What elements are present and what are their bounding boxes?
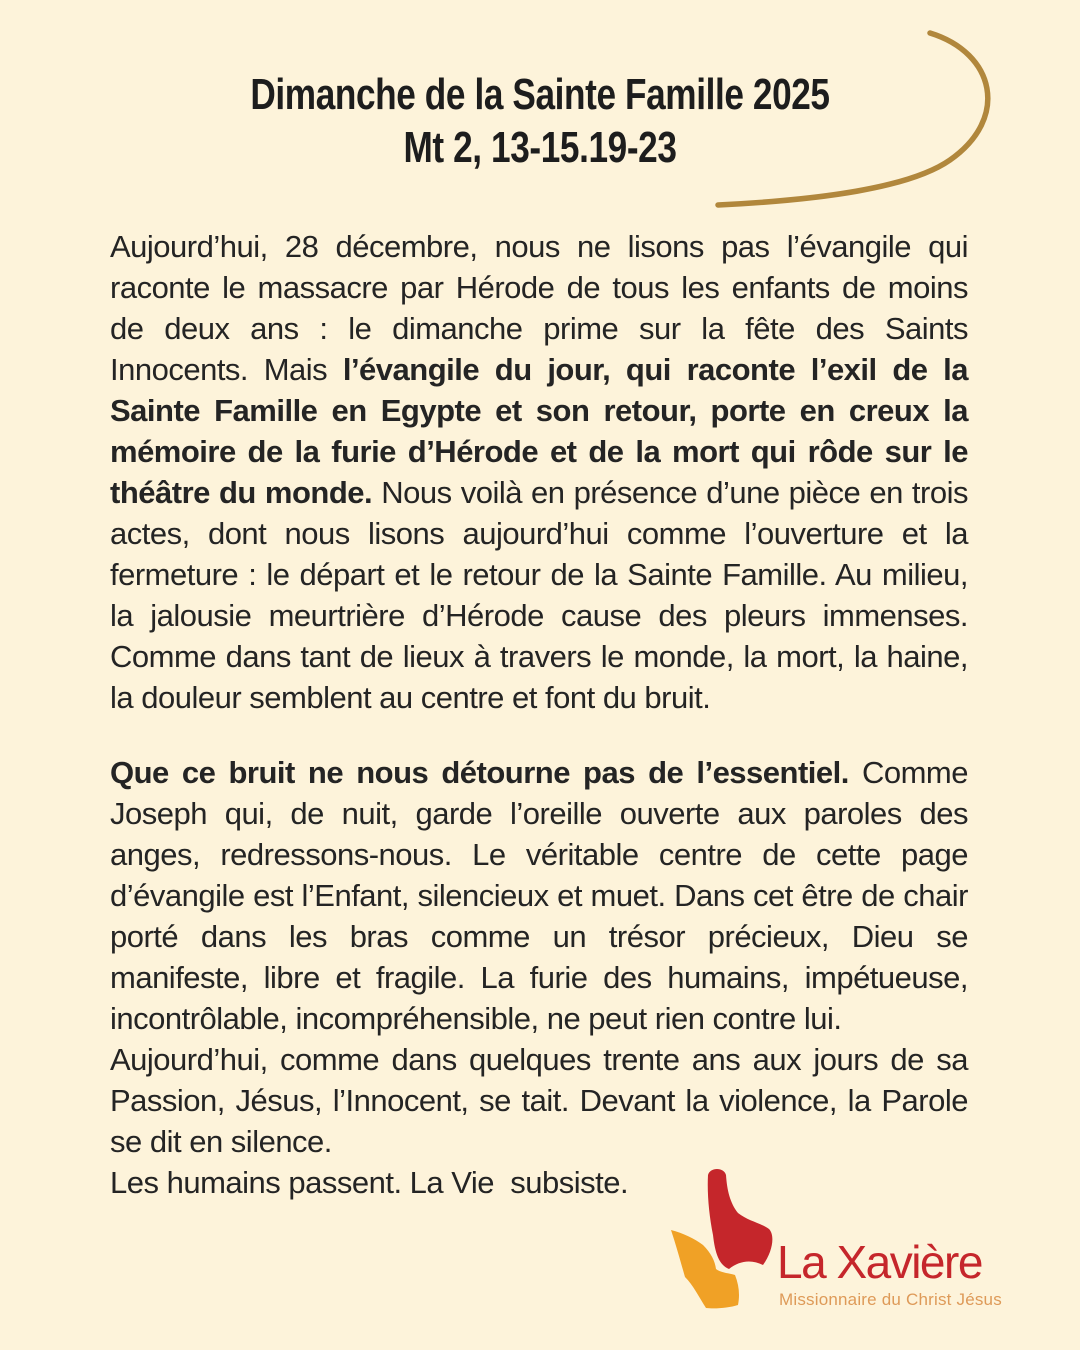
logo-wordmark: La Xavière <box>777 1236 982 1288</box>
body-paragraph: Que ce bruit ne nous détourne pas de l’essentiel. Comme Joseph qui, de nuit, garde l’oreille ouverte aux paroles des anges, redressons-nous. Le véritable centre de cette page d’évangile est l’Enfant, silencieux et muet. Dans cet être de chair porté dans les bras comme un trésor précieux, Dieu se manifeste, libre et fragile. La furie des humains, impétueuse, incontrôlable, incompréhensible, ne peut rien contre lui. <box>110 755 968 1036</box>
body-paragraph: Aujourd’hui, 28 décembre, nous ne lisons pas l’évangile qui raconte le massacre par Hérode de tous les enfants de moins de deux ans : le dimanche prime sur la fête des Saints Innocents. Mais l’évangile du jour, qui raconte l’exil de la Sainte Famille en Egypte et son retour, porte en creux la mémoire de la furie d’Hérode et de la mort qui rôde sur le théâtre du monde. Nous voilà en présence d’une pièce en trois actes, dont nous lisons aujourd’hui comme l’ouverture et la fermeture : le départ et le retour de la Sainte Famille. Au milieu, la jalousie meurtrière d’Hérode cause des pleurs immenses. Comme dans tant de lieux à travers le monde, la mort, la haine, la douleur semblent au centre et font du bruit. <box>110 229 969 715</box>
document-body <box>110 226 968 1203</box>
la-xaviere-logo-icon <box>663 1165 778 1315</box>
body-paragraph: Les humains passent. La Vie subsiste. <box>110 1165 629 1200</box>
page-title: Dimanche de la Sainte Famille 2025 <box>250 70 830 119</box>
page-subtitle: Mt 2, 13-15.19-23 <box>403 123 677 172</box>
header <box>0 0 1080 174</box>
body-paragraph: Aujourd’hui, comme dans quelques trente ans aux jours de sa Passion, Jésus, l’Innocent, se tait. Devant la violence, la Parole se dit en silence. <box>110 1042 968 1159</box>
la-xaviere-logo <box>663 1163 1023 1333</box>
logo-tagline: Missionnaire du Christ Jésus <box>779 1290 1002 1309</box>
